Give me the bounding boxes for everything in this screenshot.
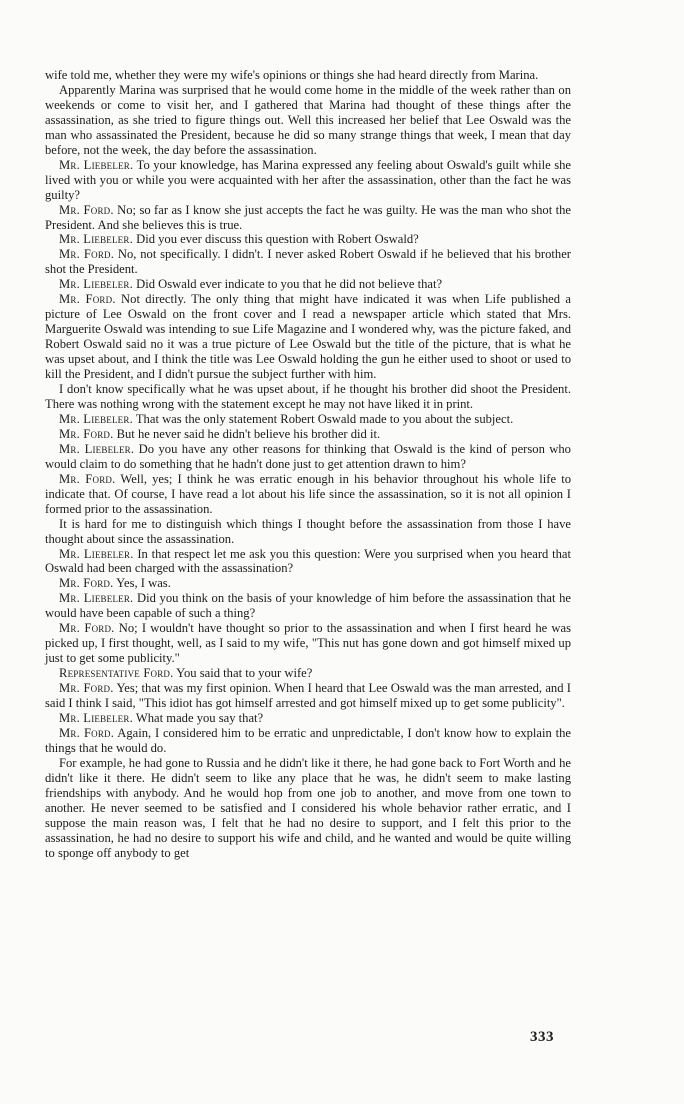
transcript-paragraph	[45, 292, 571, 382]
paragraph-text: But he never said he didn't believe his brother did it.	[116, 426, 381, 441]
paragraph-text: You said that to your wife?	[176, 666, 313, 681]
paragraph-text: In that respect let me ask you this question: Were you surprised when you heard that Oswald had been charged with the assassination?	[45, 546, 572, 576]
paragraph-text: Not directly. The only thing that might have indicated it was when Life published a picture of Lee Oswald on the front cover and I read a newspaper article which stated that Mrs. Marguerite Oswald was intending to sue Life Magazine and I wondered why, was the picture faked, and Robert Oswald said no it was a true picture of Lee Oswald but the title of the picture, that is what he was upset about, and I think the title was Lee Oswald holding the gun he either used to shoot or used to kill the President, and I didn't pursue the subject further with him.	[45, 292, 572, 382]
transcript-paragraph	[45, 442, 571, 472]
speaker-label: Mr. Ford.	[59, 681, 114, 696]
speaker-label: Mr. Ford.	[59, 621, 115, 636]
transcript-paragraph	[45, 247, 571, 277]
paragraph-text: Did you think on the basis of your knowledge of him before the assassination that he would have been capable of such a thing?	[45, 591, 572, 621]
speaker-label: Mr. Ford.	[59, 576, 114, 591]
paragraph-text: Do you have any other reasons for thinking that Oswald is the kind of person who would claim to do something that he hadn't done just to get attention drawn to him?	[45, 441, 571, 471]
transcript-paragraph	[45, 427, 571, 442]
paragraph-text: No; so far as I know she just accepts the fact he was guilty. He was the man who shot the President. And she believes this is true.	[45, 202, 571, 232]
speaker-label: Mr. Liebeler.	[59, 157, 134, 172]
paragraph-text: That was the only statement Robert Oswald made to you about the subject.	[135, 411, 514, 426]
speaker-label: Representative Ford.	[59, 666, 174, 681]
paragraph-text: No; I wouldn't have thought so prior to the assassination and when I first heard he was picked up, I first thought, well, as I said to my wife, "This nut has gone down and got himself mixed up just to get some publicity."	[45, 621, 571, 666]
transcript-paragraph	[45, 711, 571, 726]
paragraph-text: What made you say that?	[135, 710, 264, 725]
paragraph-text: I don't know specifically what he was upset about, if he thought his brother did shoot the President. There was nothing wrong with the statement except he may not have liked it in print.	[45, 382, 571, 411]
paragraph-text: wife told me, whether they were my wife's opinions or things she had heard directly from Marina.	[45, 68, 539, 82]
paragraph-text: Apparently Marina was surprised that he would come home in the middle of the week rather than on weekends or come to visit her, and I gathered that Marina had thought of these things after the assassination, as she tried to figure things out. Well this increased her belief that Lee Oswald was the man who assassinated the President, because he did so many strange things that week, I mean that day before, not the week, the day before the assassination.	[45, 82, 571, 157]
speaker-label: Mr. Ford.	[59, 202, 114, 217]
paragraph-text: Again, I considered him to be erratic and unpredictable, I don't know how to explain the things that he would do.	[45, 725, 571, 755]
speaker-label: Mr. Liebeler.	[59, 591, 134, 606]
transcript-paragraph	[45, 726, 571, 756]
speaker-label: Mr. Ford.	[59, 247, 115, 262]
speaker-label: Mr. Liebeler.	[59, 710, 133, 725]
paragraph-text: To your knowledge, has Marina expressed any feeling about Oswald's guilt while she lived with you or while you were acquainted with her after the assassination, other than the fact he was guilty?	[45, 157, 572, 202]
transcript-paragraph	[45, 412, 571, 427]
speaker-label: Mr. Ford.	[59, 292, 116, 307]
transcript-paragraph	[45, 756, 571, 861]
page-number: 333	[530, 1029, 554, 1045]
paragraph-text: Yes, I was.	[116, 576, 171, 591]
transcript-body	[45, 68, 571, 861]
transcript-paragraph	[45, 158, 571, 203]
transcript-paragraph	[45, 68, 571, 83]
paragraph-text: Did you ever discuss this question with Robert Oswald?	[136, 232, 419, 247]
paragraph-text: Yes; that was my first opinion. When I heard that Lee Oswald was the man arrested, and I said I think I said, "This idiot has got himself arrested and got himself mixed up to get some publicity".	[45, 681, 571, 711]
paragraph-text: Well, yes; I think he was erratic enough in his behavior throughout his whole life to indicate that. Of course, I have read a lot about his life since the assassination, so it is not all opinion I formed prior to the assassination.	[45, 471, 572, 516]
transcript-paragraph	[45, 203, 571, 233]
transcript-paragraph	[45, 83, 571, 158]
paragraph-text: It is hard for me to distinguish which things I thought before the assassination from those I have thought about since the assassination.	[45, 516, 571, 546]
transcript-paragraph	[45, 591, 571, 621]
speaker-label: Mr. Liebeler.	[59, 232, 133, 247]
speaker-label: Mr. Liebeler.	[59, 277, 133, 292]
transcript-paragraph	[45, 547, 571, 577]
speaker-label: Mr. Liebeler.	[59, 441, 135, 456]
paragraph-text: No, not specifically. I didn't. I never asked Robert Oswald if he believed that his brother shot the President.	[45, 247, 571, 277]
speaker-label: Mr. Ford.	[59, 426, 114, 441]
transcript-paragraph	[45, 277, 571, 292]
transcript-paragraph	[45, 232, 571, 247]
transcript-paragraph	[45, 517, 571, 547]
paragraph-text: For example, he had gone to Russia and he didn't like it there, he had gone back to Fort Worth and he didn't like it there. He didn't seem to like any place that he was, he didn't seem to make lasting friendships with anybody. And he would hop from one job to another, and move from one town to another. He never seemed to be satisfied and I considered his whole behavior rather erratic, and I suppose the main reason was, I felt that he had no desire to support, and I felt this prior to the assassination, he had no desire to support his wife and child, and he wanted and would be quite willing to sponge off anybody to get	[45, 755, 571, 860]
transcript-paragraph	[45, 472, 571, 517]
paragraph-text: Did Oswald ever indicate to you that he did not believe that?	[136, 277, 443, 292]
speaker-label: Mr. Ford.	[59, 725, 115, 740]
speaker-label: Mr. Liebeler.	[59, 411, 133, 426]
speaker-label: Mr. Liebeler.	[59, 546, 134, 561]
transcript-paragraph	[45, 576, 571, 591]
transcript-paragraph	[45, 621, 571, 666]
transcript-paragraph	[45, 666, 571, 681]
speaker-label: Mr. Ford.	[59, 471, 116, 486]
transcript-paragraph	[45, 681, 571, 711]
transcript-paragraph	[45, 382, 571, 412]
